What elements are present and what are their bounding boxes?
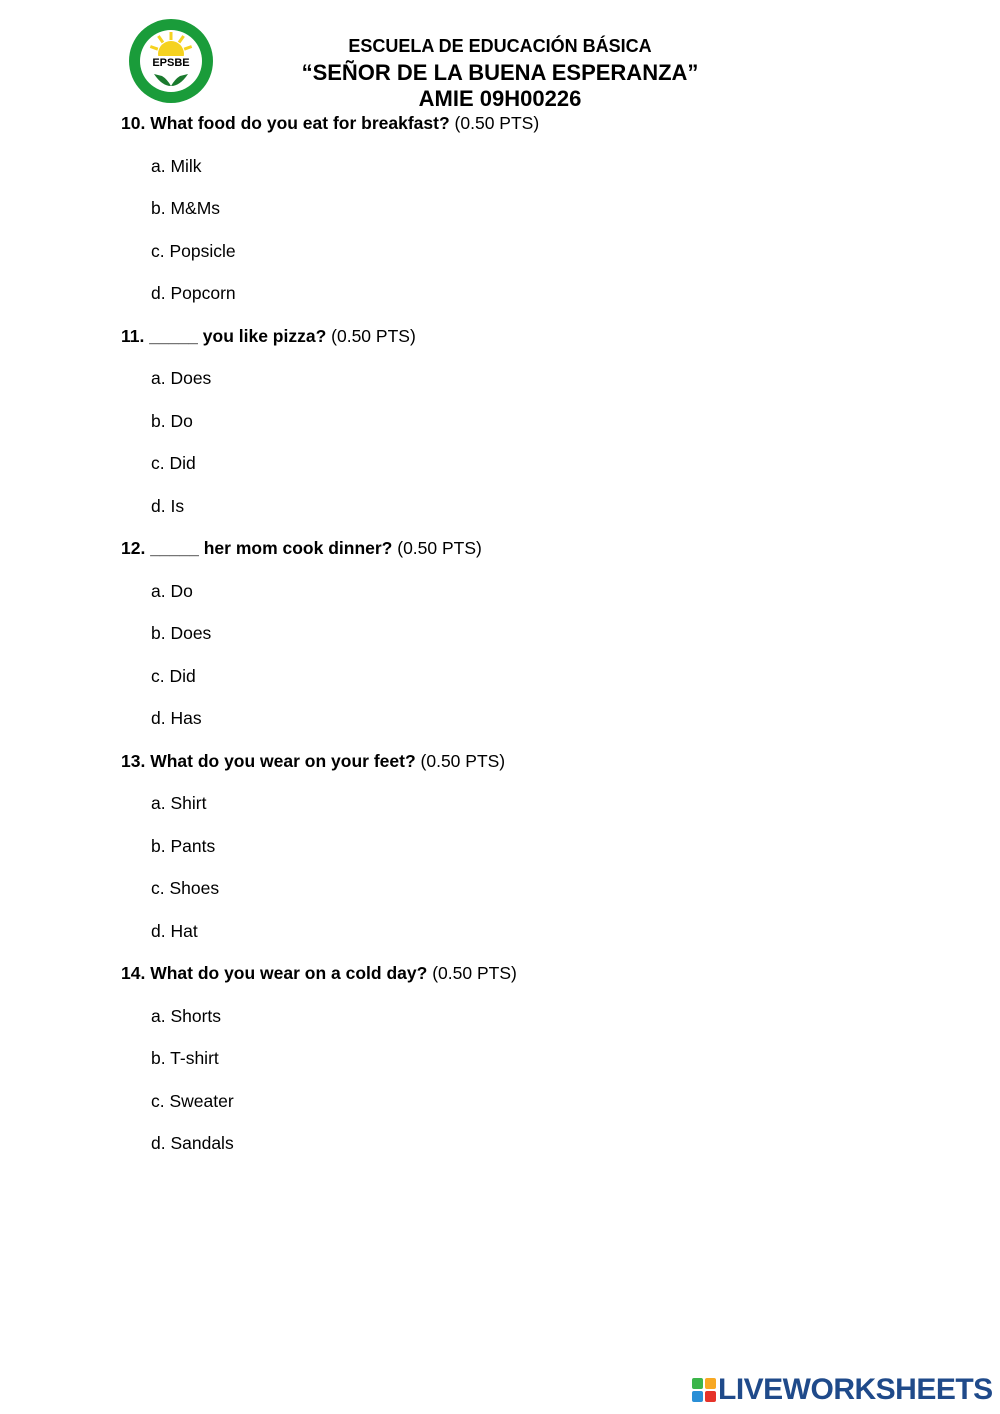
liveworksheets-logo-icon — [692, 1378, 716, 1402]
question-13 — [121, 750, 539, 963]
question-10 — [121, 112, 539, 325]
answer-option[interactable]: b. T-shirt — [151, 1048, 219, 1068]
answer-option[interactable]: c. Did — [151, 665, 196, 686]
answer-option[interactable]: d. Popcorn — [151, 283, 236, 303]
question-stem: _____ you like pizza? — [149, 325, 327, 346]
answer-option[interactable]: c. Sweater — [151, 1090, 234, 1111]
answer-option[interactable]: b. M&Ms — [151, 198, 221, 218]
answer-option[interactable]: d. Sandals — [151, 1133, 234, 1153]
question-stem: What food do you eat for breakfast? — [150, 113, 450, 133]
question-points: (0.50 PTS) — [454, 113, 540, 133]
question-11 — [121, 325, 539, 538]
question-prompt — [121, 325, 539, 368]
question-number: 10. — [121, 113, 146, 133]
question-prompt — [121, 750, 539, 793]
liveworksheets-wordmark: LIVEWORKSHEETS — [718, 1373, 993, 1406]
school-type-heading: ESCUELA DE EDUCACIÓN BÁSICA — [348, 36, 652, 56]
answer-option[interactable]: a. Do — [151, 580, 193, 601]
answer-option[interactable]: c. Shoes — [151, 878, 220, 898]
question-stem: What do you wear on your feet? — [150, 750, 416, 771]
question-14 — [121, 962, 539, 1175]
answer-option[interactable]: d. Is — [151, 495, 185, 516]
amie-code-heading: AMIE 09H00226 — [418, 86, 582, 111]
answer-option[interactable]: c. Popsicle — [151, 240, 236, 261]
question-number: 13. — [121, 750, 146, 771]
question-stem: What do you wear on a cold day? — [150, 963, 428, 983]
answer-option[interactable]: b. Does — [151, 623, 212, 643]
question-prompt — [121, 112, 539, 155]
question-points: (0.50 PTS) — [432, 963, 517, 983]
answer-option[interactable]: c. Did — [151, 453, 196, 473]
question-points: (0.50 PTS) — [420, 750, 506, 771]
question-12 — [121, 537, 539, 750]
question-prompt — [121, 962, 539, 1005]
answer-option[interactable]: a. Milk — [151, 155, 202, 176]
question-number: 12. — [121, 538, 146, 558]
question-points: (0.50 PTS) — [331, 325, 416, 346]
answer-option[interactable]: a. Shorts — [151, 1005, 222, 1026]
question-number: 14. — [121, 963, 146, 983]
question-number: 11. — [121, 325, 145, 346]
question-points: (0.50 PTS) — [397, 538, 482, 558]
answer-option[interactable]: a. Shirt — [151, 793, 207, 813]
answer-option[interactable]: a. Does — [151, 368, 212, 388]
answer-option[interactable]: d. Hat — [151, 920, 198, 941]
answer-option[interactable]: d. Has — [151, 708, 202, 728]
question-list — [121, 112, 539, 1175]
seal-acronym: EPSBE — [152, 57, 190, 69]
answer-option[interactable]: b. Pants — [151, 835, 216, 856]
question-prompt — [121, 537, 539, 580]
school-name-heading: “SEÑOR DE LA BUENA ESPERANZA” — [301, 60, 699, 85]
answer-option[interactable]: b. Do — [151, 410, 193, 431]
question-stem: _____ her mom cook dinner? — [150, 538, 393, 558]
